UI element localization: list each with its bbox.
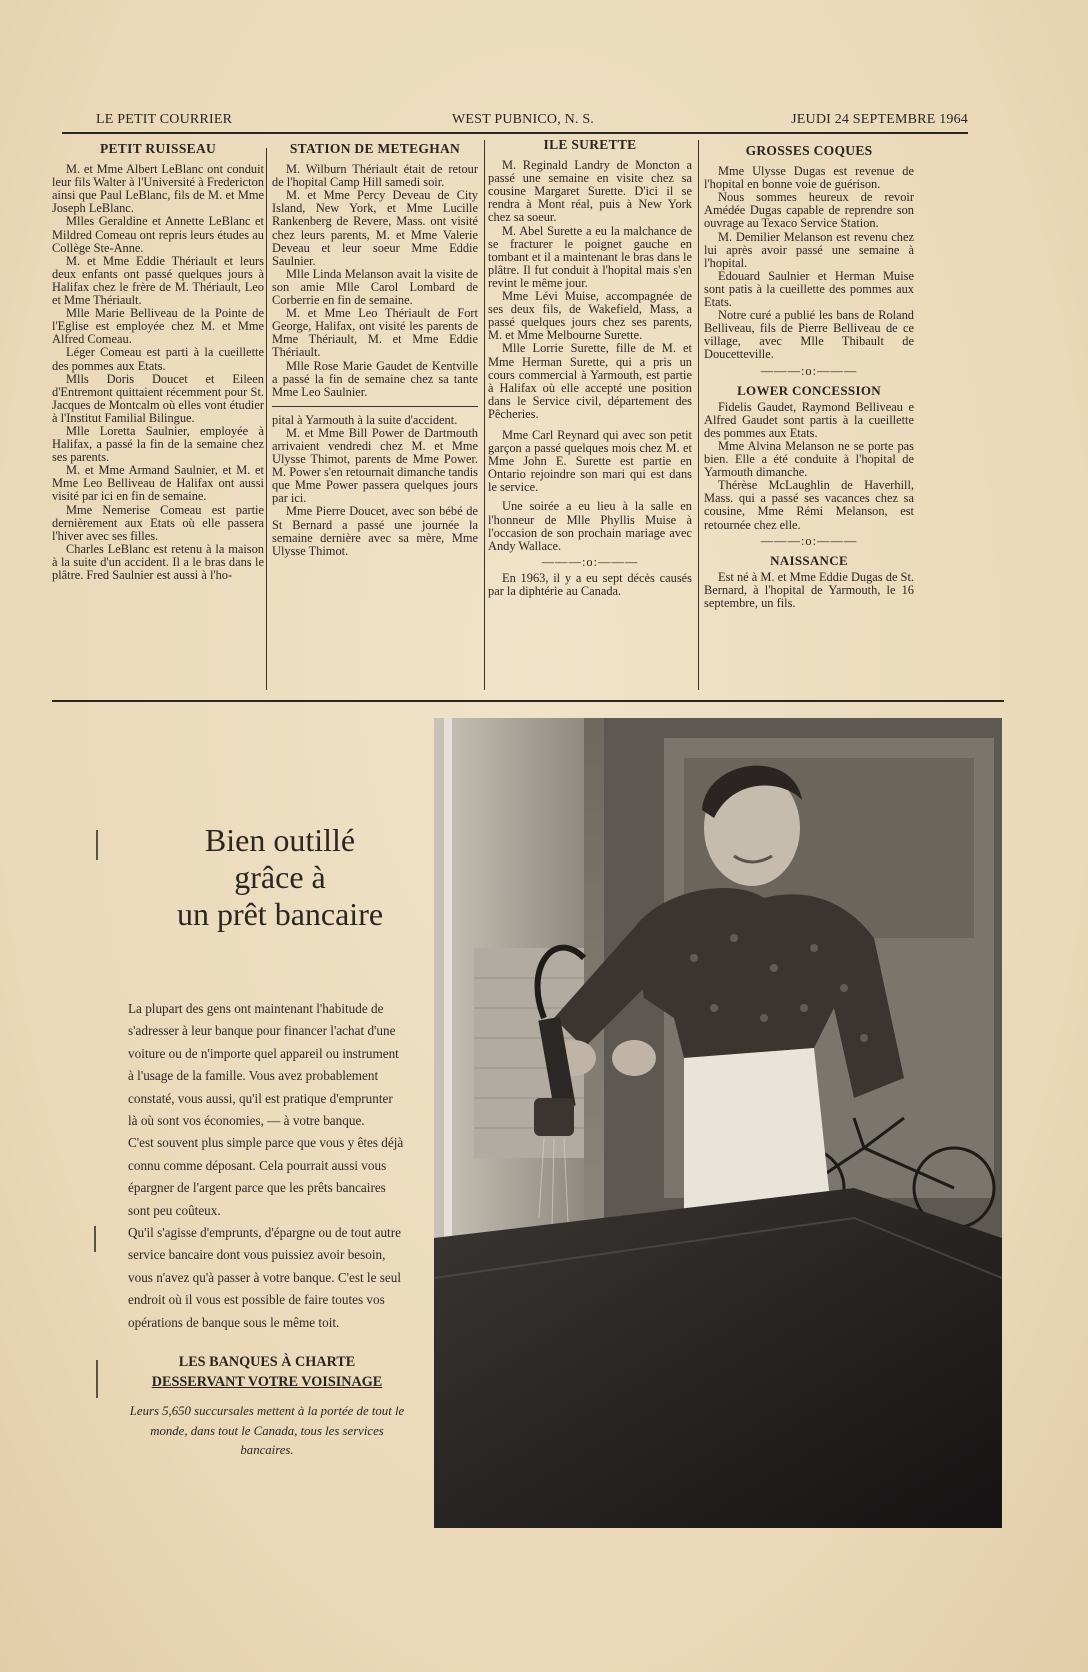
- ad-sponsor-line: DESSERVANT VOTRE VOISINAGE: [151, 1374, 383, 1390]
- news-item: M. et Mme Eddie Thériault et leurs deux enfants ont passé quelques jours à Halifax chez le frère de M. Thériault, Leo et Mme Thériault.: [52, 253, 264, 308]
- news-item: Mme Lévi Muise, accompagnée de ses deux fils, de Wakefield, Mass, a passé quelques jours chez ses parents, M. et Mme Melbourne Surette.: [488, 289, 692, 343]
- news-item: M. et Mme Leo Thériault de Fort George, Halifax, ont visité les parents de Mme Thériault, M. et Mme Eddie Thériault.: [272, 306, 478, 360]
- ad-photograph: [434, 718, 1002, 1528]
- news-item: M. Abel Surette a eu la malchance de se fracturer le poignet gauche en tombant et il a maintenant le bras dans le plâtre. Il fut conduit à l'hopital mais s'en revint le même jour.: [488, 223, 692, 290]
- news-item: Mlle Linda Melanson avait la visite de son amie Mlle Carol Lombard de Corberrie en fin de semaine.: [272, 266, 478, 308]
- news-item: M. et Mme Albert LeBlanc ont conduit leur fils Walter à l'Université à Fredericton ainsi que Paul LeBlanc, fils de M. et Mme Joseph LeBlanc.: [52, 162, 264, 216]
- column-grosses-coques: [704, 144, 914, 610]
- ad-sponsor: [128, 1352, 406, 1392]
- photo-illustration: [434, 718, 1002, 1528]
- news-item: M. et Mme Bill Power de Dartmouth arrivaient vendredi chez M. et Mme Ulysse Thimot, parents de Mme Power. M. Power s'en retournait dimanche tandis que Mme Power passera quelques jours par ici.: [272, 425, 478, 506]
- news-item: Mlls Doris Doucet et Eileen d'Entremont quittaient récemment pour St. Jacques de Montcalm où elles vont étudier à l'Institut Familial Bilingue.: [52, 371, 264, 425]
- column-divider: [698, 140, 699, 690]
- news-item: Thérèse McLaughlin de Haverhill, Mass. qui a passé ses vacances chez sa cousine, Mme Rémi Melanson, est retournée chez elle.: [704, 478, 914, 532]
- ad-headline-line: grâce à: [234, 859, 326, 895]
- news-item: M. et Mme Armand Saulnier, et M. et Mme Leo Belliveau de Halifax ont aussi visité par ici en fin de semaine.: [52, 463, 264, 504]
- ad-sponsor-line: LES BANQUES À CHARTE: [178, 1354, 356, 1370]
- ad-paragraph: C'est souvent plus simple parce que vous y êtes déjà connu comme déposant. Cela pourrait aussi vous épargner de l'argent parce que les prêts bancaires sont peu coûteux.: [128, 1135, 404, 1218]
- ad-tagline: Leurs 5,650 succursales mettent à la portée de tout le monde, dans tout le Canada, tous les services bancaires.: [129, 1404, 405, 1457]
- news-item: Fidelis Gaudet, Raymond Belliveau e Alfred Gaudet sont partis à la cueillette des pommes aux Etats.: [704, 399, 914, 440]
- news-item: Charles LeBlanc est retenu à la maison à la suite d'un accident. Il a le bras dans le plâtre. Fred Saulnier est aussi à l'ho-: [52, 541, 264, 582]
- news-item: Léger Comeau est parti à la cueillette des pommes aux Etats.: [52, 345, 264, 373]
- section-heading: PETIT RUISSEAU: [99, 141, 217, 156]
- section-rule: [52, 700, 1004, 702]
- margin-mark: [94, 1226, 96, 1252]
- ad-body: [128, 998, 404, 1334]
- news-item: Mme Ulysse Dugas est revenue de l'hopital en bonne voie de guérison.: [704, 164, 914, 192]
- column-petit-ruisseau: [52, 142, 264, 582]
- ad-headline-line: Bien outillé: [204, 822, 356, 858]
- dateline-location: WEST PUBNICO, N. S.: [452, 112, 595, 127]
- column-divider: [484, 140, 485, 690]
- ad-paragraph: La plupart des gens ont maintenant l'habitude de s'adresser à leur banque pour financer l'achat d'une voiture ou de n'importe quel appareil ou instrument à l'usage de la famille. Vous avez probablement constaté, vous aussi, qu'il est pratique d'emprunter là où sont vos économies, — à votre banque.: [128, 1001, 399, 1129]
- news-item: M. Wilburn Thériault était de retour de l'hopital Camp Hill samedi soir.: [272, 162, 478, 190]
- newspaper-name: LE PETIT COURRIER: [96, 112, 233, 127]
- column-divider: [266, 148, 267, 690]
- issue-date: JEUDI 24 SEPTEMBRE 1964: [791, 112, 968, 127]
- news-item: Mme Pierre Doucet, avec son bébé de St Bernard a passé une journée la semaine dernière avec sa mère, Mme Ulysse Thimot.: [272, 504, 478, 558]
- column-station-de-meteghan: [272, 142, 478, 558]
- news-item: Edouard Saulnier et Herman Muise sont patis à la cueillette des pommes aux Etats.: [704, 268, 914, 310]
- separator: ———:o:———: [541, 554, 639, 569]
- separator: ———:o:———: [760, 533, 858, 548]
- masthead-rule: [62, 132, 968, 134]
- news-item: Est né à M. et Mme Eddie Dugas de St. Bernard, à l'hopital de Yarmouth, le 16 septembre, un fils.: [704, 569, 914, 610]
- news-item: Nous sommes heureux de revoir Amédée Dugas capable de reprendre son ouvrage au Texaco Service Station.: [704, 190, 914, 231]
- separator: ———:o:———: [760, 363, 858, 378]
- news-item: Mme Nemerise Comeau est partie dernièrement aux Etats où elle passera l'hiver avec ses filles.: [52, 502, 264, 543]
- section-heading: GROSSES COQUES: [745, 143, 873, 158]
- ad-headline-line: un prêt bancaire: [176, 896, 384, 932]
- masthead: [88, 112, 968, 134]
- news-item: Mlles Geraldine et Annette LeBlanc et Mildred Comeau ont repris leurs études au Collège Ste-Anne.: [52, 214, 264, 255]
- section-heading: LOWER CONCESSION: [737, 382, 881, 398]
- news-item: Mlle Lorrie Surette, fille de M. et Mme Herman Surette, qui a pris un cours commercial à Yarmouth, est partie à Halifax où elle accepté une position dans le Service civil, département des Pêcheries.: [488, 341, 692, 421]
- ad-headline: [140, 822, 420, 933]
- ad-paragraph: Qu'il s'agisse d'emprunts, d'épargne ou de tout autre service bancaire dont vous puissiez avoir besoin, vous n'avez qu'à passer à votre banque. C'est le seul endroit où il vous est possible de faire toutes vos opérations de banque sous le même toit.: [128, 1225, 401, 1330]
- section-heading: ILE SURETTE: [543, 137, 637, 152]
- news-item: M. Demilier Melanson est revenu chez lui après avoir passé une semaine à l'hopital.: [704, 229, 914, 270]
- news-item: M. et Mme Percy Deveau de City Island, New York, et Mme Lucille Rankenberg de Revere, Mass. ont visité chez leurs parents, M. et Mme Valerie Deveau et leur soeur Mme Eddie Saulnier.: [272, 188, 478, 268]
- news-item: M. Reginald Landry de Moncton a passé une semaine en visite chez sa cousine Margaret Surette. D'ici il se rendra à Mont réal, puis à New York chez sa soeur.: [488, 158, 692, 225]
- margin-mark: [96, 1360, 98, 1398]
- news-item: Mlle Marie Belliveau de la Pointe de l'Eglise est employée chez M. et Mme Alfred Comeau.: [52, 306, 264, 347]
- section-heading: NAISSANCE: [770, 552, 848, 568]
- column-ile-surette: [488, 138, 692, 598]
- news-item: Une soirée a eu lieu à la salle en l'honneur de Mlle Phyllis Muise à l'occasion de son prochain mariage avec Andy Wallace.: [488, 499, 692, 553]
- news-item: Mlle Rose Marie Gaudet de Kentville a passé la fin de semaine chez sa tante Mme Leo Saulnier.: [272, 358, 478, 399]
- news-item: Notre curé a publié les bans de Roland Belliveau, fils de Pierre Belliveau de ce village, avec Mlle Thibault de Doucetteville.: [704, 308, 914, 362]
- news-item: Mlle Loretta Saulnier, employée à Halifax, a passé la fin de la semaine chez ses parents.: [52, 423, 264, 465]
- news-item: Mme Carl Reynard qui avec son petit garçon a passé quelques mois chez M. et Mme John E. Surette est partie en Ontario rejoindre son mari qui est dans le service.: [488, 427, 692, 495]
- section-heading: STATION DE METEGHAN: [289, 141, 461, 156]
- news-item: pital à Yarmouth à la suite d'accident.: [272, 412, 458, 427]
- news-item: En 1963, il y a eu sept décès causés par la diphtérie au Canada.: [488, 570, 692, 598]
- news-item: Mme Alvina Melanson ne se porte pas bien. Elle a été conduite à l'hopital de Yarmouth dimanche.: [704, 438, 914, 480]
- margin-mark: [96, 830, 98, 860]
